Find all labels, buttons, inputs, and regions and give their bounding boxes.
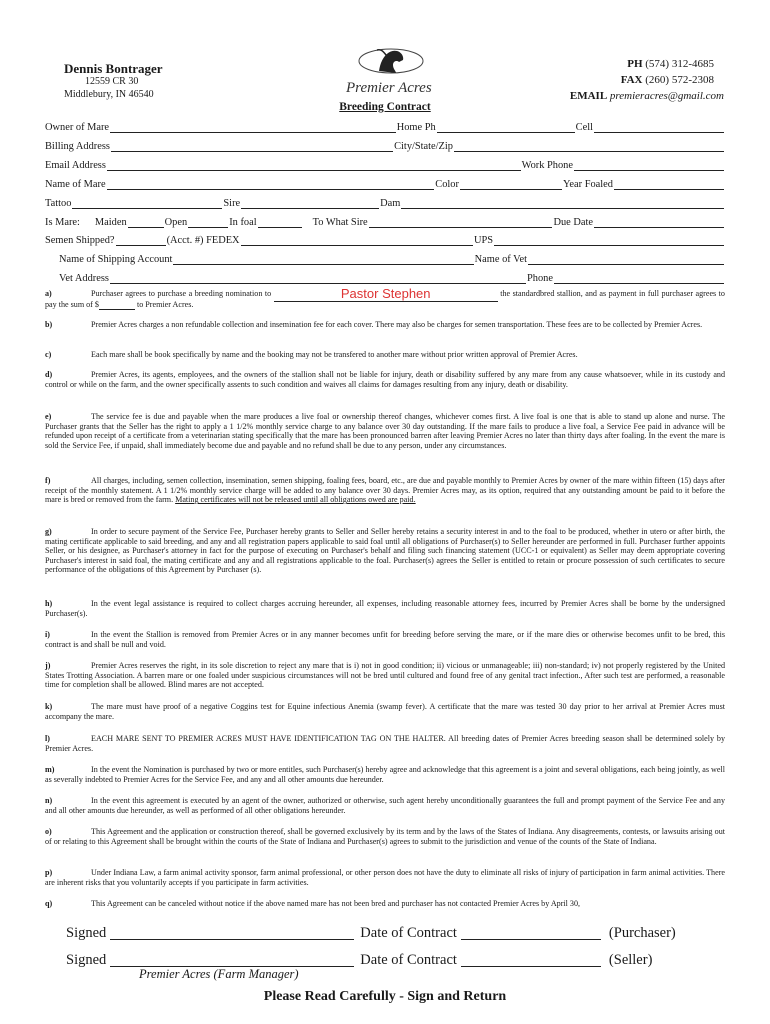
- name-of-vet-field[interactable]: [528, 254, 724, 265]
- clause-l: l) EACH MARE SENT TO PREMIER ACRES MUST HAVE IDENTIFICATION TAG ON THE HALTER. All breeding dates of Premier Acres breeding season shall be determined solely by Premier Acres.: [45, 734, 725, 753]
- due-date-field[interactable]: [594, 217, 724, 228]
- row-email: Email Address Work Phone: [45, 157, 725, 171]
- document-title: Breeding Contract: [339, 101, 431, 113]
- clause-c: c) Each mare shall be book specifically by name and the booking may not be transfered to another mare without prior written approval of Premier Acres.: [45, 350, 578, 359]
- purchaser-date-field[interactable]: [461, 927, 601, 940]
- row-owner: Owner of Mare Home Ph Cell: [45, 119, 725, 133]
- phone-line: PH (574) 312-4685: [627, 58, 714, 70]
- open-field[interactable]: [188, 217, 228, 228]
- clause-q: q) This Agreement can be canceled without notice if the above named mare has not been bred and purchaser has not contacted Premier Acres by April 30,: [45, 899, 581, 908]
- row-mare: Name of Mare Color Year Foaled: [45, 176, 725, 190]
- fedex-account-field[interactable]: [241, 235, 473, 246]
- clause-n: n) In the event this agreement is executed by an agent of the owner, authorized or otherwise, such agent hereby unconditionally guarantees the full and prompt payment of the Service Fee and any and all other amounts due hereunder, as well as performed of all other obligations hereunder.: [45, 796, 725, 815]
- color-field[interactable]: [460, 179, 562, 190]
- owner-name: Dennis Bontrager: [64, 61, 163, 76]
- seller-signature-field[interactable]: [110, 954, 354, 967]
- maiden-field[interactable]: [128, 217, 164, 228]
- email-line: EMAIL premieracres@gmail.com: [569, 90, 724, 102]
- row-semen: Semen Shipped? (Acct. #) FEDEX UPS: [45, 232, 725, 246]
- clause-d: d) Premier Acres, its agents, employees, and the owners of the stallion shall not be liable for injury, death or disability suffered by any mare from any cause whatsoever, while in its custody and control or while on the farm, and the owner specifically assents to such condition and waives all claims for damages resulting from any injury, death or disability.: [45, 370, 725, 389]
- clause-o: o) This Agreement and the application or construction thereof, shall be governed exclusively by its term and by the laws of the States of Indiana. Any disagreements, contests, or lawsuits arising out of or relating to this Agreement shall be brought within the courts of the State of Indiana and Purchaser(s) agrees to submit to the jurisdiction and venue of the counts of the State of Indiana.: [45, 827, 725, 846]
- row-billing: Billing Address City/State/Zip: [45, 138, 725, 152]
- stallion-name-field[interactable]: Pastor Stephen: [274, 289, 498, 302]
- sire-field[interactable]: [241, 198, 379, 209]
- purchaser-signature-row: Signed Date of Contract (Purchaser): [66, 925, 676, 941]
- footer-instruction: Please Read Carefully - Sign and Return: [263, 989, 507, 1004]
- row-shipping: Name of Shipping Account Name of Vet: [59, 251, 725, 265]
- row-tattoo: Tattoo Sire Dam: [45, 195, 725, 209]
- address-line-1: 12559 CR 30: [85, 76, 139, 87]
- purchaser-signature-field[interactable]: [110, 927, 354, 940]
- city-state-zip-field[interactable]: [454, 141, 724, 152]
- ups-field[interactable]: [494, 235, 724, 246]
- dam-field[interactable]: [401, 198, 724, 209]
- fax-line: FAX (260) 572-2308: [620, 74, 714, 86]
- email-address-field[interactable]: [107, 160, 521, 171]
- clause-j: j) Premier Acres reserves the right, in its sole discretion to reject any mare that is i) not in good condition; ii) vicious or unmanageable; iii) non-standard; iv) not properly registered by the United States Trotting Association. A barren mare or one foaled under suspicious circumstances will not be bred until cultured and found free of any genital tract infection., After such test are performed, a reasonable time for completion shall be allowed. Blind mares are not accepted.: [45, 661, 725, 690]
- clause-b: b) Premier Acres charges a non refundable collection and insemination fee for each cover. There may also be charges for semen transportation. These fees are to be collected by Premier Acres.: [45, 320, 703, 329]
- year-foaled-field[interactable]: [614, 179, 724, 190]
- vet-phone-field[interactable]: [554, 273, 724, 284]
- shipping-account-field[interactable]: [173, 254, 473, 265]
- clause-h: h) In the event legal assistance is required to collect charges accruing hereunder, all expenses, including reasonable attorney fees, incurred by Premier Acres shall be borne by the undersigned Purchaser(s).: [45, 599, 725, 618]
- tattoo-field[interactable]: [72, 198, 222, 209]
- clause-f: f) All charges, including, semen collection, insemination, semen shipping, foaling fees, board, etc., are due and payable monthly to Premier Acres by owner of the mare within fifteen (15) days after receipt of the monthly statement. A 1 1/2% monthly service charge will be added to any balance over 30 days. Premier Acres may, as its option, required that any outstanding amount be paid to it before the mare is bred or removed from the farm. Mating certificates will not be released until all obligations owed are paid.: [45, 476, 725, 505]
- name-of-mare-field[interactable]: [107, 179, 435, 190]
- work-phone-field[interactable]: [574, 160, 724, 171]
- address-line-2: Middlebury, IN 46540: [64, 89, 154, 100]
- cell-field[interactable]: [594, 122, 724, 133]
- clause-m: m) In the event the Nomination is purchased by two or more entitles, such Purchaser(s) hereby agree and acknowledge that this agreement is a joint and several obligations, each being jointly, as well as severally indebted to Premier Acres for the Service Fee, and any and all other amounts due hereunder.: [45, 765, 725, 784]
- row-vet-address: Vet Address Phone: [59, 270, 725, 284]
- owner-of-mare-field[interactable]: [110, 122, 396, 133]
- to-what-sire-field[interactable]: [369, 217, 553, 228]
- seller-signature-row: Signed Date of Contract (Seller): [66, 952, 653, 968]
- row-is-mare: Is Mare: Maiden Open In foal To What Sire Due Date: [45, 214, 725, 228]
- semen-shipped-field[interactable]: [116, 235, 166, 246]
- sum-field[interactable]: [99, 300, 135, 311]
- clause-i: i) In the event the Stallion is removed from Premier Acres or in any manner becomes unfit for breeding before serving the mare, or if the mare dies or otherwise becomes unfit to be bred, this contract is and shall be null and void.: [45, 630, 725, 649]
- in-foal-field[interactable]: [258, 217, 302, 228]
- clause-k: k) The mare must have proof of a negative Coggins test for Equine infectious Anemia (swamp fever). A certificate that the mare was tested 30 day prior to her arrival at Premier Acres must accompany the mare.: [45, 702, 725, 721]
- farm-manager-label: Premier Acres (Farm Manager): [139, 967, 299, 981]
- seller-date-field[interactable]: [461, 954, 601, 967]
- clause-p: p) Under Indiana Law, a farm animal activity sponsor, farm animal professional, or other person does not have the duty to eliminate all risks of injury of participation in farm animal activities. There are inherent risks that you voluntarily accepts if you participate in farm activities.: [45, 868, 725, 887]
- home-phone-field[interactable]: [437, 122, 575, 133]
- billing-address-field[interactable]: [111, 141, 393, 152]
- clause-e: e) The service fee is due and payable when the mare produces a live foal or ownership thereof changes, whichever comes first. A live foal is one that is able to stand up alone and nurse. The Purchaser grants that the Seller has the right to apply a 1 1/2% monthly service charge to any balance over 30 day outstanding. If the mare fails to produce a live foal, a Service Fee paid in advance will be refunded upon receipt of a certificate from a veterinarian stating specifically that the mare has been pronounced barren after leaving Premier Acres no later than thirty days after foaling. In the event the mare is sold the Service Fee, if unpaid, shall immediately become due and payable and no refund shall be due to any person, under any circumstances.: [45, 412, 725, 450]
- clause-g: g) In order to secure payment of the Service Fee, Purchaser hereby grants to Seller and Seller hereby retains a security interest in and to the foal to be produced, whether in utero or after birth, the mating certificate applicable to said breeding, and any and all registration papers applicable to said foal until all obligations of Purchaser(s) to Seller hereunder are performed in full. Purchaser further appoints Seller, or his designee, as Purchaser's attorney in fact for the purpose of executing on Purchaser's behalf and filing such financing statement (UCC-1 or equivalent) as Seller may deem appropriate covering Purchaser's interest in said foal, the mating certificate and any and all registrations applicable to the foal. Purchaser(s) agrees the Seller is entitled to retain or procure possession of such certificates to secure performance of the obligations of this Agreement by Purchaser (s).: [45, 527, 725, 575]
- logo-text: Premier Acres: [346, 80, 432, 96]
- vet-address-field[interactable]: [110, 273, 526, 284]
- clause-a: a) Purchaser agrees to purchase a breeding nomination to Pastor Stephen the standardbred stallion, and as payment in full purchaser agrees to pay the sum of $ to Premier Acres.: [45, 286, 725, 309]
